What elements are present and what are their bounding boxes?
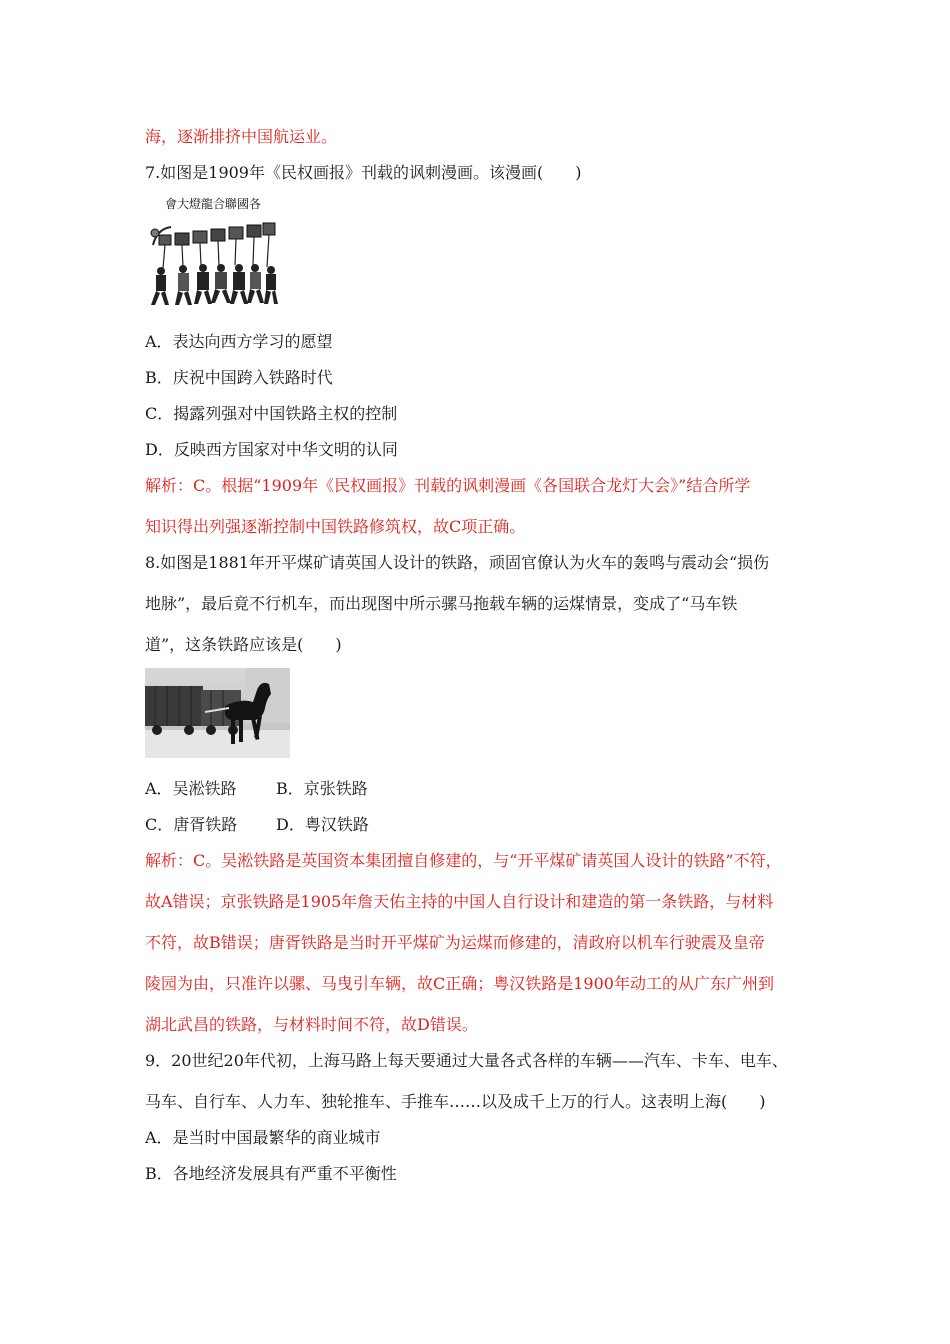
q8-stem-line-1: 8.如图是1881年开平煤矿请英国人设计的铁路，顽固官僚认为火车的轰鸣与震动会“损伤 xyxy=(145,553,770,572)
q8-analysis-line-5: 湖北武昌的铁路，与材料时间不符，故D错误。 xyxy=(145,1015,478,1034)
q7-analysis-line-2: 知识得出列强逐渐控制中国铁路修筑权，故C项正确。 xyxy=(145,517,526,536)
q7-option-a: A．表达向西方学习的愿望 xyxy=(145,332,333,351)
q8-analysis-line-1: 解析：C。吴淞铁路是英国资本集团擅自修建的，与“开平煤矿请英国人设计的铁路”不符， xyxy=(145,851,782,870)
q7-option-c: C．揭露列强对中国铁路主权的控制 xyxy=(145,404,398,423)
q7-option-d: D．反映西方国家对中华文明的认同 xyxy=(145,440,398,459)
q9-option-b: B．各地经济发展具有严重不平衡性 xyxy=(145,1164,397,1183)
q9-stem-line-2: 马车、自行车、人力车、独轮推车、手推车……以及成千上万的行人。这表明上海( ) xyxy=(145,1092,766,1111)
q7-option-b: B．庆祝中国跨入铁路时代 xyxy=(145,368,333,387)
q8-option-b: B．京张铁路 xyxy=(276,779,368,798)
q9-stem-line-1: 9．20世纪20年代初，上海马路上每天要通过大量各式各样的车辆——汽车、卡车、电车、 xyxy=(145,1051,788,1070)
q8-stem-line-3: 道”，这条铁路应该是( ) xyxy=(145,635,342,654)
q8-option-a: A．吴淞铁路 xyxy=(145,779,237,798)
q8-stem-line-2: 地脉”，最后竟不行机车，而出现图中所示骡马拖载车辆的运煤情景，变成了“马车铁 xyxy=(145,594,738,613)
q7-cartoon-image xyxy=(145,193,281,308)
q8-analysis-line-3: 不符，故B错误；唐胥铁路是当时开平煤矿为运煤而修建的，清政府以机车行驶震及皇帝 xyxy=(145,933,765,952)
q8-railway-photo xyxy=(145,668,290,758)
q8-option-c: C．唐胥铁路 xyxy=(145,815,238,834)
q8-analysis-line-4: 陵园为由，只准许以骡、马曳引车辆，故C正确；粤汉铁路是1900年动工的从广东广州到 xyxy=(145,974,774,993)
q6-answer-tail: 海，逐渐排挤中国航运业。 xyxy=(145,127,338,146)
cartoon-caption: 會大燈龍合聯國各 xyxy=(164,197,262,211)
q9-option-a: A．是当时中国最繁华的商业城市 xyxy=(145,1128,381,1147)
q8-analysis-line-2: 故A错误；京张铁路是1905年詹天佑主持的中国人自行设计和建造的第一条铁路，与材料 xyxy=(145,892,774,911)
q7-stem: 7.如图是1909年《民权画报》刊载的讽刺漫画。该漫画( ) xyxy=(145,163,582,182)
q8-option-d: D．粤汉铁路 xyxy=(276,815,369,834)
q7-analysis-line-1: 解析：C。根据“1909年《民权画报》刊载的讽刺漫画《各国联合龙灯大会》”结合所学 xyxy=(145,476,751,495)
